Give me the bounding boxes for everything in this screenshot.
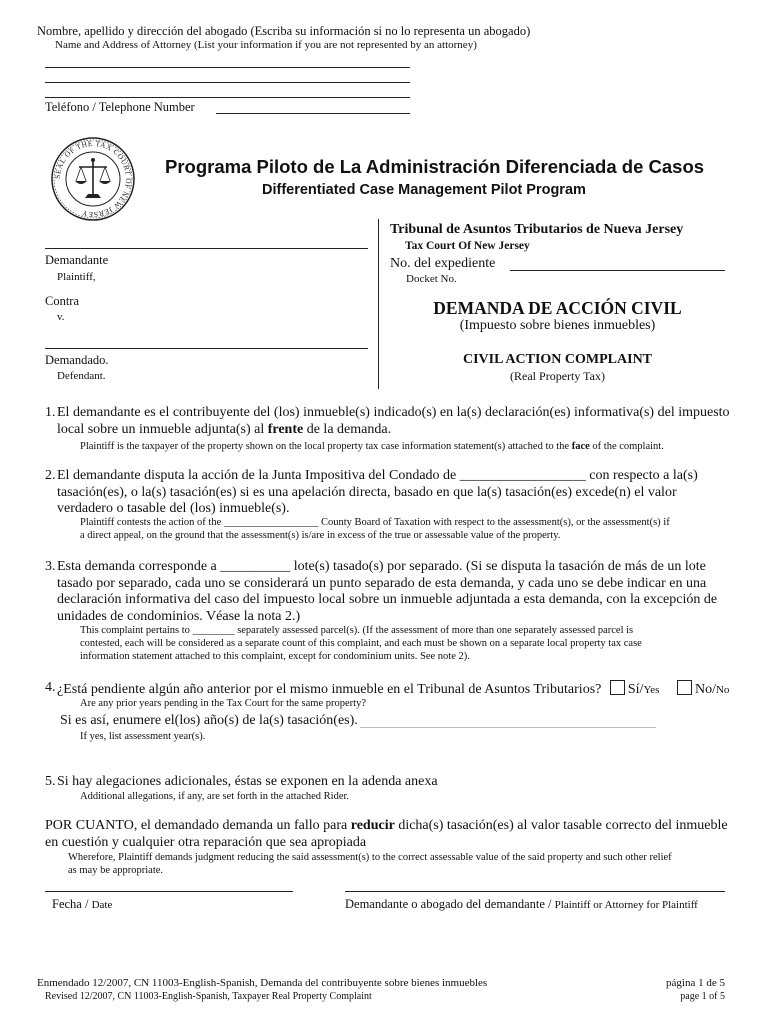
item-3-text-en: This complaint pertains to ________ separately assessed parcel(s). (If the assessment of more than one separately assessed parcel is contested, each will be considered as a separate count of this complaint, and each must be shown on a separate local property tax case information statement attached to this complaint, except for condominium units. See note 2).	[80, 625, 642, 662]
signature-field[interactable]	[345, 891, 725, 892]
item-4-list-en: If yes, list assessment year(s).	[80, 731, 206, 742]
date-label: Fecha / Date	[52, 897, 113, 911]
item-5-number: 5.	[45, 774, 56, 789]
signature-label: Demandante o abogado del demandante / Plaintiff or Attorney for Plaintiff	[345, 897, 698, 911]
item-4-text-es: ¿Está pendiente algún año anterior por el mismo inmueble en el Tribunal de Asuntos Tributarios? Sí/Yes No/No	[57, 682, 730, 697]
court-name-es: Tribunal de Asuntos Tributarios de Nueva Jersey	[390, 222, 684, 237]
wherefore-text-es: POR CUANTO, el demandado demanda un fallo para reducir dicha(s) tasación(es) al valor tasable correcto del inmueble en cuestión y cualquier otra reparación que sea apropiada	[45, 818, 728, 850]
page-number-es: página 1 de 5	[666, 977, 725, 989]
attorney-line-2[interactable]	[45, 82, 410, 83]
form-title-es: DEMANDA DE ACCIÓN CIVIL	[433, 298, 682, 318]
item-2-text-es: El demandante disputa la acción de la Junta Impositiva del Condado de __________________ con respecto a la(s) tasación(es), o la(s) tasación(es) si es una apelación directa, basado en que la(s) tasación(es) excede(n) el valor verdadero o tasable del (los) inmueble(s).	[57, 468, 698, 516]
phone-label: Teléfono / Telephone Number	[45, 100, 195, 114]
attorney-label-en: Name and Address of Attorney (List your information if you are not represented by an attorney)	[55, 39, 477, 51]
program-title-en: Differentiated Case Management Pilot Program	[262, 182, 586, 198]
item-1-text-es: El demandante es el contribuyente del (los) inmueble(s) indicado(s) en la(s) declaración(es) informativa(s) del impuesto local sobre un inmueble adjunta(s) al frente de la demanda.	[57, 405, 757, 438]
plaintiff-label-es: Demandante	[45, 253, 109, 267]
court-seal-icon	[50, 136, 136, 222]
assessment-years-field[interactable]	[360, 727, 656, 728]
parcel-count-field-es[interactable]: __________	[220, 559, 291, 574]
item-2-number: 2.	[45, 468, 56, 483]
item-3-number: 3.	[45, 559, 56, 574]
docket-label-es: No. del expediente	[390, 256, 496, 271]
county-field-en[interactable]: __________________	[223, 517, 319, 528]
wherefore-text-en: Wherefore, Plaintiff demands judgment reducing the said assessment(s) to the correct assessable value of the said property and such other relief as may be appropriate.	[68, 852, 672, 876]
contra-label-en: v.	[57, 311, 65, 323]
attorney-line-3[interactable]	[45, 97, 410, 98]
contra-label-es: Contra	[45, 294, 80, 308]
form-subtitle-en: (Real Property Tax)	[510, 369, 605, 383]
defendant-label-en: Defendant.	[57, 370, 106, 382]
page-number-en: page 1 of 5	[680, 991, 725, 1002]
defendant-label-es: Demandado.	[45, 353, 109, 367]
attorney-label-es: Nombre, apellido y dirección del abogado (Escriba su información si no lo representa un abogado)	[37, 24, 531, 38]
footer-revision-es: Enmendado 12/2007, CN 11003-English-Spanish, Demanda del contribuyente sobre bienes inmuebles	[37, 977, 488, 989]
docket-number-field[interactable]	[510, 270, 725, 271]
item-2-text-en: Plaintiff contests the action of the __________________ County Board of Taxation with respect to the assessment(s), or the assessment(s) if a direct appeal, on the ground that the assessment(s) is/are in excess of the true or assessable value of the property.	[80, 517, 670, 541]
item-5-text-es: Si hay alegaciones adicionales, éstas se exponen en la adenda anexa	[57, 774, 438, 789]
yes-label-es: Sí/	[627, 682, 644, 697]
plaintiff-name-field[interactable]	[45, 248, 368, 249]
seal-text: SEAL OF THE TAX COURT OF NEW JERSEY	[52, 138, 134, 220]
item-3-text-es: Esta demanda corresponde a __________ lote(s) tasado(s) por separado. (Si se disputa la tasación de más de un lote tasado por separado, cada uno se considerará un punto separado de esta demanda, y cada uno se debe indicar en una declaración informativa del caso del impuesto local sobre un inmueble adjuntada a esta demanda, con la excepción de unidades de condominios. Véase la nota 2.)	[57, 559, 718, 624]
defendant-name-field[interactable]	[45, 348, 368, 349]
footer-revision-en: Revised 12/2007, CN 11003-English-Spanish, Taxpayer Real Property Complaint	[45, 991, 372, 1002]
item-1-number: 1.	[45, 405, 56, 420]
docket-label-en: Docket No.	[406, 273, 457, 285]
program-title-es: Programa Piloto de La Administración Diferenciada de Casos	[165, 156, 705, 177]
court-name-en: Tax Court Of New Jersey	[405, 240, 530, 252]
no-label-en: No	[715, 684, 730, 696]
item-4-list-es: Si es así, enumere el(los) año(s) de la(s) tasación(es).	[60, 713, 358, 728]
county-field-es[interactable]: __________________	[459, 468, 586, 483]
no-checkbox[interactable]	[677, 680, 692, 695]
yes-label-en: Yes	[643, 684, 660, 696]
item-4-text-en: Are any prior years pending in the Tax Court for the same property?	[80, 698, 366, 709]
item-5-text-en: Additional allegations, if any, are set forth in the attached Rider.	[80, 791, 350, 802]
parcel-count-field-en[interactable]: ________	[192, 625, 235, 636]
yes-checkbox[interactable]	[610, 680, 625, 695]
attorney-line-1[interactable]	[45, 67, 410, 68]
form-subtitle-es: (Impuesto sobre bienes inmuebles)	[459, 318, 656, 333]
date-field[interactable]	[45, 891, 293, 892]
plaintiff-label-en: Plaintiff,	[57, 271, 96, 283]
caption-divider	[378, 219, 379, 389]
form-title-en: CIVIL ACTION COMPLAINT	[462, 352, 653, 367]
item-1-text-en: Plaintiff is the taxpayer of the property shown on the local property tax case information statement(s) attached to the face of the complaint.	[80, 441, 664, 452]
item-4-number: 4.	[45, 680, 56, 695]
item-1-line-a: El demandante es el contribuyente del (los) inmueble(s) indicado(s) en la(s) declaración(es) informativa(s) del impuesto	[57, 405, 730, 420]
phone-field[interactable]	[216, 113, 410, 114]
no-label-es: No/	[694, 682, 716, 697]
